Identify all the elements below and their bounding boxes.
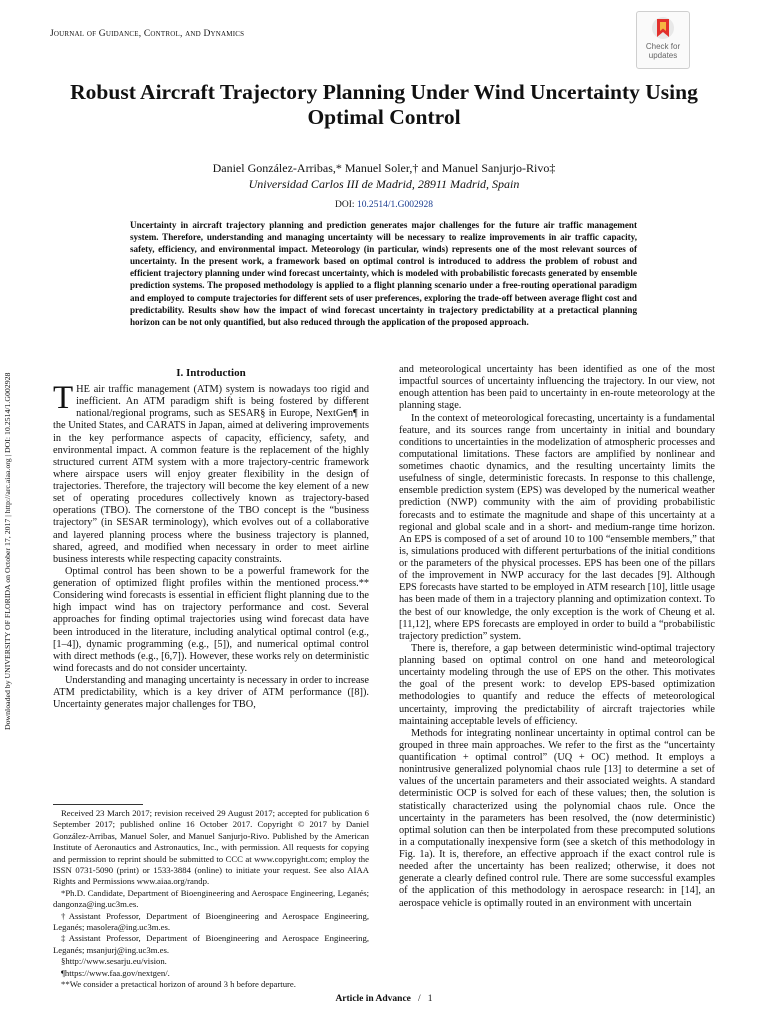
right-paragraph-3: There is, therefore, a gap between deterministic wind-optimal trajectory planning based on optimal control on one hand and meteorological uncertainty modeling through the use of EPS on the other. This motivates the goal of the present work: to develop EPS-based optimization methodologies to quantify and reduce the effects of meteorological uncertainty, improving the predictability of aircraft trajectories while maintaining acceptable levels of efficiency. — [399, 642, 715, 727]
intro-paragraph-1-text: HE air traffic management (ATM) system is nowadays too rigid and inefficient. An ATM paradigm shift is being fostered by different national/regional programs, such as SESAR§ in Europe, NextGen¶ in the United States, and CARATS in Japan, aimed at delivering improvements in the key performance aspects of capacity, efficiency, safety, and environmental impact. A common feature is the replacement of the highly structured current ATM system with a more trajectory-centric framework where airspace users will enjoy greater flexibility in the design of trajectories. Therefore, the trajectory will become the key element of a new set of operating procedures collectively known as trajectory-based operations (TBO). The cornerstone of the TBO concept is the “business trajectory” (in SESAR terminology), which evolves out of a collaborative and layered planning process where the business trajectory is planned, shared, agreed, and modified when necessary in order to meet airline business interests while respecting capacity constraints. — [53, 384, 369, 565]
download-watermark — [1, 300, 13, 730]
received-note: Received 23 March 2017; revision received 29 August 2017; accepted for publication 6 September 2017; published online 16 October 2017. Copyright © 2017 by Daniel González-Arribas, Manuel Soler, and Manuel Sanjurjo-Rivo. Published by the American Institute of Aeronautics and Astronautics, Inc., with permission. All requests for copying and permission to reprint should be submitted to CCC at www.copyright.com; employ the ISSN 0731-5090 (print) or 1533-3884 (online) to initiate your request. See also AIAA Rights and Permissions www.aiaa.org/randp. — [53, 808, 369, 887]
footnote-author-1: *Ph.D. Candidate, Department of Bioengineering and Aerospace Engineering, Leganés; dangonza@ing.uc3m.es. — [53, 887, 369, 910]
footnotes — [53, 808, 369, 991]
intro-paragraph-1 — [53, 380, 369, 566]
footer-separator: / — [418, 994, 421, 1004]
badge-line-2: updates — [648, 51, 678, 60]
left-column — [53, 366, 369, 711]
page-footer — [0, 994, 768, 1004]
right-paragraph-2: In the context of meteorological forecasting, uncertainty is a fundamental feature, and its sources range from uncertainty in initial and boundary conditions to uncertainties in the modelization of atmospheric processes and computational limitations. These factors are amplified by nonlinear and sometimes chaotic dynamics, and the resulting uncertainty limits the usefulness of single, deterministic forecasts. In response to this challenge, ensemble prediction system (EPS) was developed by the numerical weather prediction (NWP) community with the aim of providing probabilistic forecasts and to estimate the magnitude and shape of this uncertainty at a regional and global scale and in a short- and medium-range time horizon. An EPS is composed of a set of around 10 to 100 “ensemble members,” that is, simulations produced with different perturbations of the initial conditions or the parameters of the physical processes. EPS has been one of the pillars of the improvement in NWP accuracy for the last decades [9]. Although EPS forecasts have started to be employed in ATM research [10], little usage has been made of them in a trajectory planning and optimization context. To the best of our knowledge, the only exception is the work of Cheung et al. [11,12], where EPS forecasts are employed in order to build a “probabilistic trajectory prediction” system. — [399, 412, 715, 642]
page-number: 1 — [427, 994, 433, 1004]
doi-link[interactable]: 10.2514/1.G002928 — [356, 200, 433, 210]
footnote-nextgen-link[interactable]: ¶https://www.faa.gov/nextgen/. — [61, 967, 170, 978]
abstract: Uncertainty in aircraft trajectory planning and prediction generates major challenges for the future air traffic management system. Therefore, understanding and managing uncertainty will be necessary to realize improvements in air traffic capacity, safety, efficiency, and environmental impact. Meteorology (in particular, winds) represents one of the most relevant sources of uncertainty. In the present work, a framework based on optimal control is introduced to address the problem of robust and efficient trajectory planning under wind forecast uncertainty, which is modeled with probabilistic forecasts generated by ensemble prediction systems. The proposed methodology is applied to a flight planning scenario under a free-routing operational paradigm and employed to compute trajectories for different sets of user preferences, exploring the trade-off between average flight cost and predictability. Results show how the impact of wind forecast uncertainty in trajectory predictability at a pretactical planning horizon can be not only quantified, but also reduced through the application of the proposed approach. — [130, 220, 637, 327]
badge-line-1: Check for — [645, 42, 681, 51]
intro-paragraph-3: Understanding and managing uncertainty is necessary in order to increase ATM predictability, which is a key driver of ATM performance ([8]). Uncertainty generates major challenges for TBO, — [53, 675, 369, 711]
bookmark-icon — [651, 16, 675, 42]
intro-paragraph-2: Optimal control has been shown to be a powerful framework for the generation of optimized flight profiles within the mentioned process.** Considering wind forecasts is essential in efficient flight planning due to the high impact wind has on trajectory performance and cost. Several approaches for finding optimal trajectories using wind forecast data have been introduced in the literature, including analytical optimal control (e.g., [1–4]), dynamic programming (e.g., [5]), and numerical optimal control with direct methods (e.g., [6,7]). However, these works rely on deterministic wind forecasts and do not consider uncertainty. — [53, 565, 369, 674]
footnote-pretactical: **We consider a pretactical horizon of around 3 h before departure. — [61, 979, 296, 990]
section-heading: I. Introduction — [176, 367, 246, 379]
download-watermark-text: Downloaded by UNIVERSITY OF FLORIDA on October 17, 2017 | http://arc.aiaa.org | DOI: 10.2514/1.G002928 — [3, 372, 12, 730]
right-column — [399, 364, 715, 910]
footnote-sesar-link[interactable]: §http://www.sesarju.eu/vision. — [61, 956, 167, 967]
footnote-author-2: †Assistant Professor, Department of Bioengineering and Aerospace Engineering, Leganés; masolera@ing.uc3m.es. — [53, 910, 369, 933]
right-paragraph-1: and meteorological uncertainty has been identified as one of the most impactful sources of uncertainty influencing the trajectory. In our view, not enough attention has been paid to uncertainty in en-route meteorology at the planning stage. — [399, 364, 715, 412]
right-paragraph-4: Methods for integrating nonlinear uncertainty in optimal control can be grouped in three main approaches. We refer to the first as the “uncertainty quantification + optimal control” (UQ + OC) method. It employs a nonintrusive generalized polynomial chaos rule [13] to determine a set of values of the uncertain parameters and their associated weights. A standard deterministic OCP is solved for each of these values; then, the solution is statistically characterized using the polynomial chaos rule. Once the uncertainty in the parameters has been resolved, the (now deterministic) optimal solution can then be interpolated from these precomputed solutions in a computationally inexpensive form (see a sketch of this methodology in Fig. 1a). It is, therefore, an effective approach if the exact control rule is needed after the uncertainty has been realized; otherwise, it does not generate a clearly defined control rule. There are some successful examples of the application of this methodology in aerospace research: in [14], an aerospace vehicle is optimally routed in an environment with uncertain — [399, 727, 715, 909]
doi-line — [60, 200, 708, 210]
drop-cap: T — [53, 380, 74, 416]
footnote-author-3: ‡Assistant Professor, Department of Bioengineering and Aerospace Engineering, Leganés; msanjurj@ing.uc3m.es. — [53, 933, 369, 955]
check-for-updates-badge[interactable] — [636, 11, 690, 69]
footnote-divider — [53, 804, 143, 805]
paper-title: Robust Aircraft Trajectory Planning Under Wind Uncertainty Using Optimal Control — [70, 80, 698, 129]
affiliation: Universidad Carlos III de Madrid, 28911 Madrid, Spain — [248, 177, 520, 191]
journal-name: Journal of Guidance, Control, and Dynamics — [50, 29, 245, 39]
article-status: Article in Advance — [335, 994, 411, 1004]
author-list: Daniel González-Arribas,* Manuel Soler,† and Manuel Sanjurjo-Rivo‡ — [212, 161, 556, 175]
doi-label: DOI: — [335, 200, 355, 210]
